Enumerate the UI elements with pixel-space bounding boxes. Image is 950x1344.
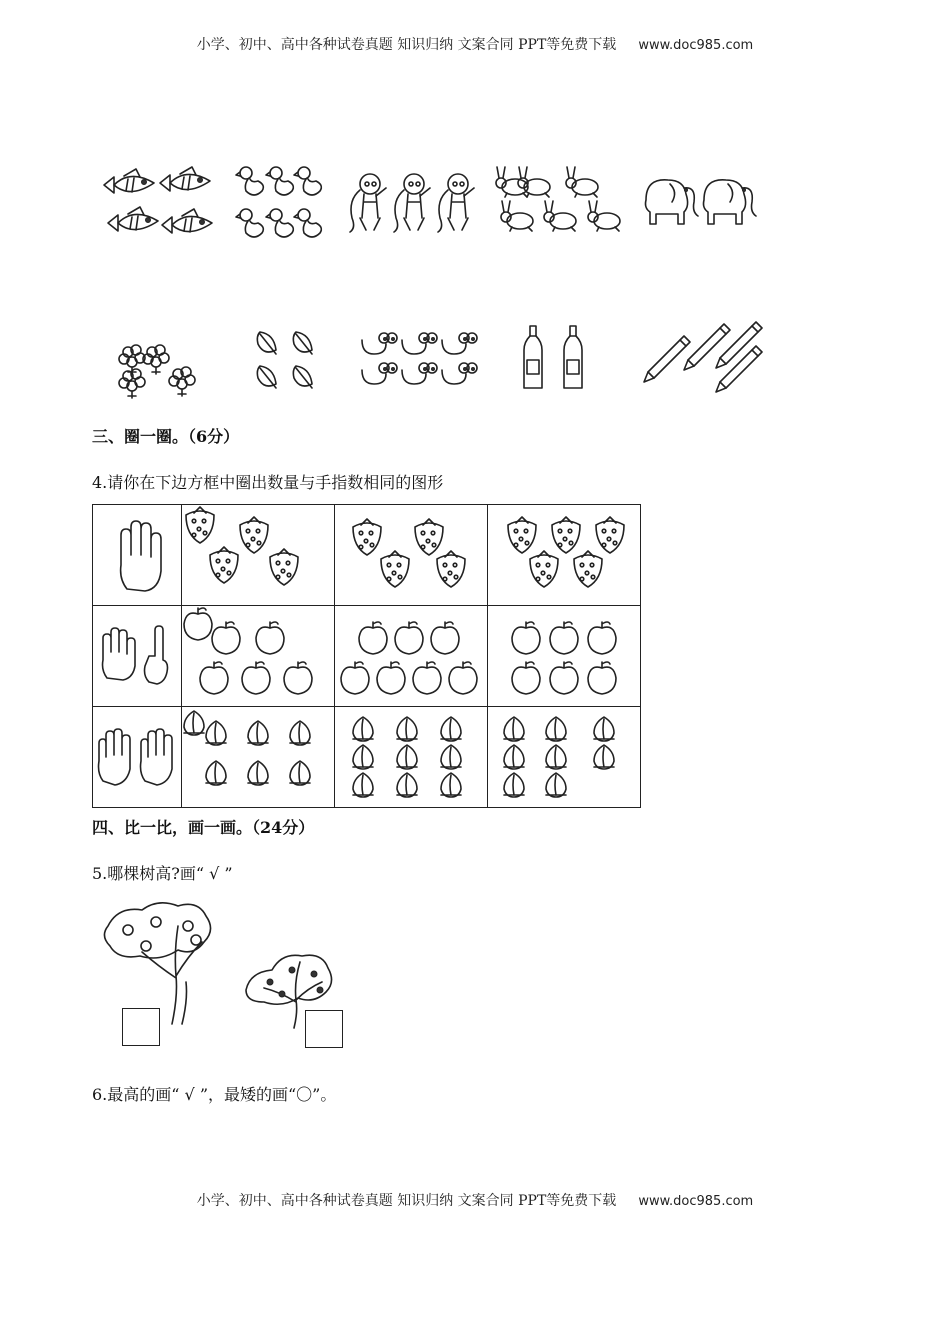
elephant-group: [640, 172, 760, 232]
strawberry-icon: [335, 505, 487, 601]
leaf-group: [254, 328, 324, 396]
peach-icon: [335, 707, 487, 803]
table-row-strawberry: [93, 505, 641, 606]
rabbit-icon: [495, 165, 630, 240]
header-text: 小学、初中、高中各种试卷真题 知识归纳 文案合同 PPT等免费下载: [196, 37, 617, 53]
table-row-peach: [93, 707, 641, 808]
tall-tree-checkbox[interactable]: [122, 1008, 160, 1046]
bottle-icon: [520, 324, 590, 392]
footer-text: 小学、初中、高中各种试卷真题 知识归纳 文案合同 PPT等免费下载: [196, 1193, 617, 1209]
fruit-cell[interactable]: [335, 606, 488, 707]
duck-icon: [236, 165, 336, 245]
hand-cell: [93, 707, 182, 808]
page-header: [0, 34, 950, 54]
strawberry-icon: [182, 505, 334, 601]
pencil-icon: [640, 322, 765, 390]
hand-cell: [93, 606, 182, 707]
hand-ten-icon: [93, 707, 181, 803]
hand-cell: [93, 505, 182, 606]
worm-group: [358, 330, 483, 392]
question4-text: 4.请你在下边方框中圈出数量与手指数相同的图形: [92, 473, 444, 492]
fish-group: [100, 165, 220, 245]
fruit-cell[interactable]: [182, 606, 335, 707]
monkey-group: [346, 170, 486, 240]
question5-text: 5.哪棵树高?画“ √ ”: [92, 864, 233, 883]
peach-icon: [488, 707, 640, 803]
bottle-group: [520, 324, 590, 392]
fruit-cell[interactable]: [335, 707, 488, 808]
flower-icon: [118, 342, 203, 397]
fruit-cell[interactable]: [182, 505, 335, 606]
elephant-icon: [640, 172, 760, 232]
section4-title: 四、比一比，画一画。（24分）: [92, 818, 315, 837]
tall-tree-icon: [98, 896, 218, 1026]
counting-table: [92, 504, 641, 808]
table-row-apple: [93, 606, 641, 707]
pencil-group: [640, 322, 765, 390]
peach-icon: [182, 707, 334, 803]
monkey-icon: [346, 170, 486, 240]
apple-icon: [488, 606, 640, 702]
fruit-cell[interactable]: [488, 707, 641, 808]
rabbit-group: [495, 165, 630, 240]
fruit-cell[interactable]: [488, 505, 641, 606]
fruit-cell[interactable]: [488, 606, 641, 707]
page-footer: [0, 1190, 950, 1210]
hand-six-icon: [93, 606, 181, 702]
header-site: www.doc985.com: [638, 38, 754, 53]
short-tree-checkbox[interactable]: [305, 1010, 343, 1048]
leaf-icon: [254, 328, 324, 396]
question6-text: 6.最高的画“ √ ”，最矮的画“〇”。: [92, 1085, 337, 1104]
fish-icon: [100, 165, 220, 245]
fruit-cell[interactable]: [335, 505, 488, 606]
duck-group: [236, 165, 336, 245]
fruit-cell[interactable]: [182, 707, 335, 808]
flower-group: [118, 342, 203, 397]
strawberry-icon: [488, 505, 640, 601]
hand-four-icon: [93, 505, 181, 601]
apple-icon: [182, 606, 334, 702]
footer-site: www.doc985.com: [638, 1194, 754, 1209]
section3-title: 三、圈一圈。（6分）: [92, 427, 240, 446]
worm-icon: [358, 330, 483, 392]
apple-icon: [335, 606, 487, 702]
